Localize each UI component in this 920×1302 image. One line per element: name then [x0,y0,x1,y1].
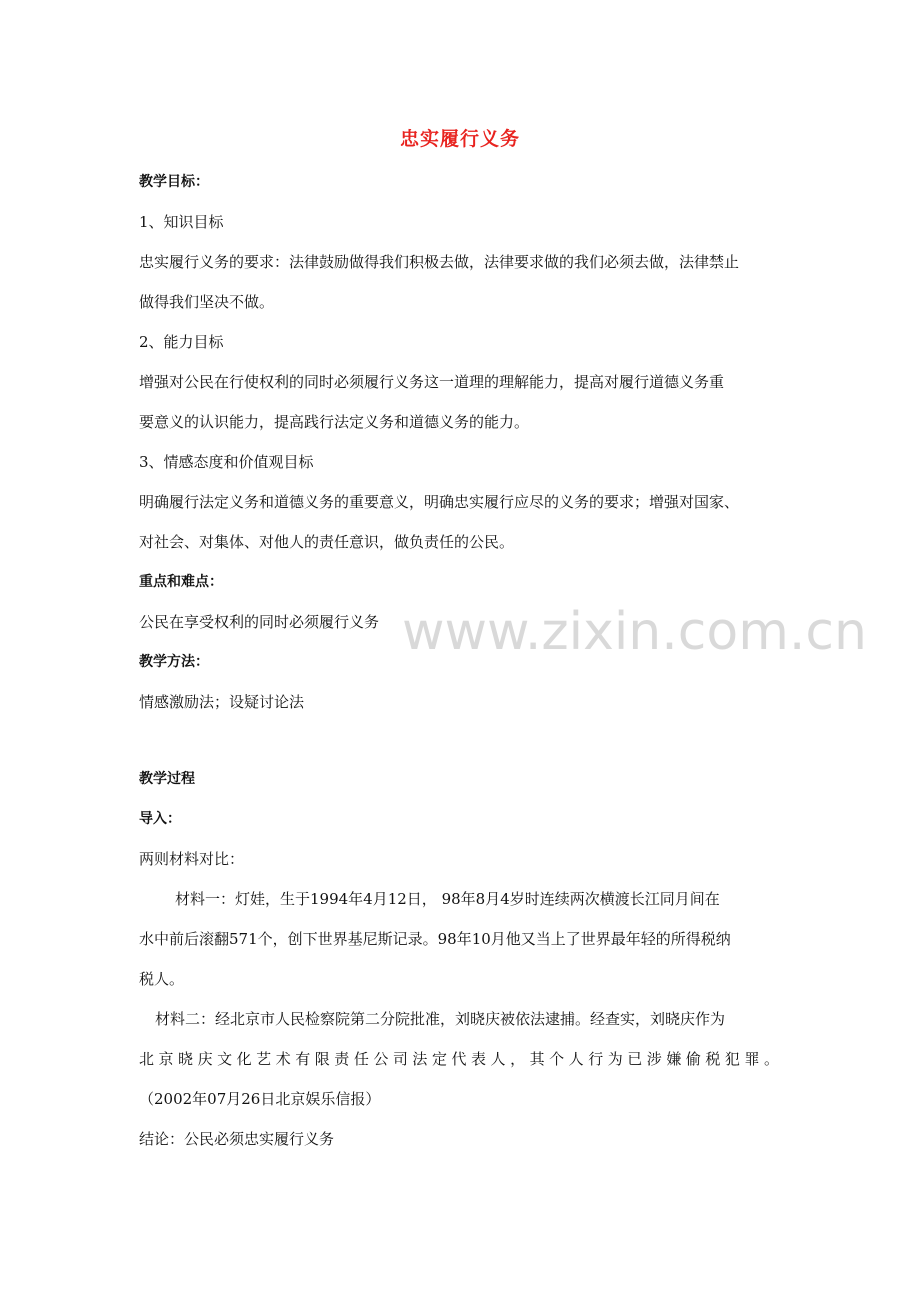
material2-source: （2002年07月26日北京娱乐信报） [139,1090,381,1108]
watermark: www.zixin.com.cn [402,602,867,662]
goal2-text-line1: 增强对公民在行使权利的同时必须履行义务这一道理的理解能力，提高对履行道德义务重 [139,373,725,391]
material2-line2-wrap [139,1049,779,1069]
goal3-text-line2: 对社会、对集体、对他人的责任意识，做负责任的公民。 [139,533,515,551]
material1-line3: 税人。 [139,970,185,988]
heading-teaching-method: 教学方法： [139,654,209,670]
heading-key-points: 重点和难点： [139,574,223,590]
goal1-text-line2: 做得我们坚决不做。 [139,293,275,311]
goal2-text-line2: 要意义的认识能力，提高践行法定义务和道德义务的能力。 [139,413,530,431]
material1-line1: 材料一：灯娃，生于1994年4月12日， 98年8月4岁时连续两次横渡长江同月间在 [175,890,720,908]
introduction-text: 两则材料对比： [139,850,245,868]
goal2-heading: 2、能力目标 [139,333,224,351]
heading-teaching-process: 教学过程 [139,771,195,787]
heading-teaching-goals: 教学目标： [139,174,209,190]
material2-line1: 材料二：经北京市人民检察院第二分院批准，刘晓庆被依法逮捕。经查实，刘晓庆作为 [155,1010,726,1028]
teaching-method-text: 情感激励法；设疑讨论法 [139,693,305,711]
key-points-text: 公民在享受权利的同时必须履行义务 [139,613,380,631]
page-title: 忠实履行义务 [399,128,520,150]
goal1-text-line1: 忠实履行义务的要求：法律鼓励做得我们积极去做，法律要求做的我们必须去做，法律禁止 [139,253,740,271]
heading-introduction: 导入： [139,811,181,827]
material2-line2: 北京晓庆文化艺术有限责任公司法定代表人，其个人行为已涉嫌偷税犯罪。 [139,1050,779,1068]
goal1-heading: 1、知识目标 [139,213,224,231]
material1-line2: 水中前后滚翻571个，创下世界基尼斯记录。98年10月他又当上了世界最年轻的所得税纳 [139,930,731,948]
goal3-heading: 3、情感态度和价值观目标 [139,453,314,471]
conclusion-text: 结论：公民必须忠实履行义务 [139,1130,335,1148]
goal3-text-line1: 明确履行法定义务和道德义务的重要意义，明确忠实履行应尽的义务的要求；增强对国家、 [139,493,740,511]
